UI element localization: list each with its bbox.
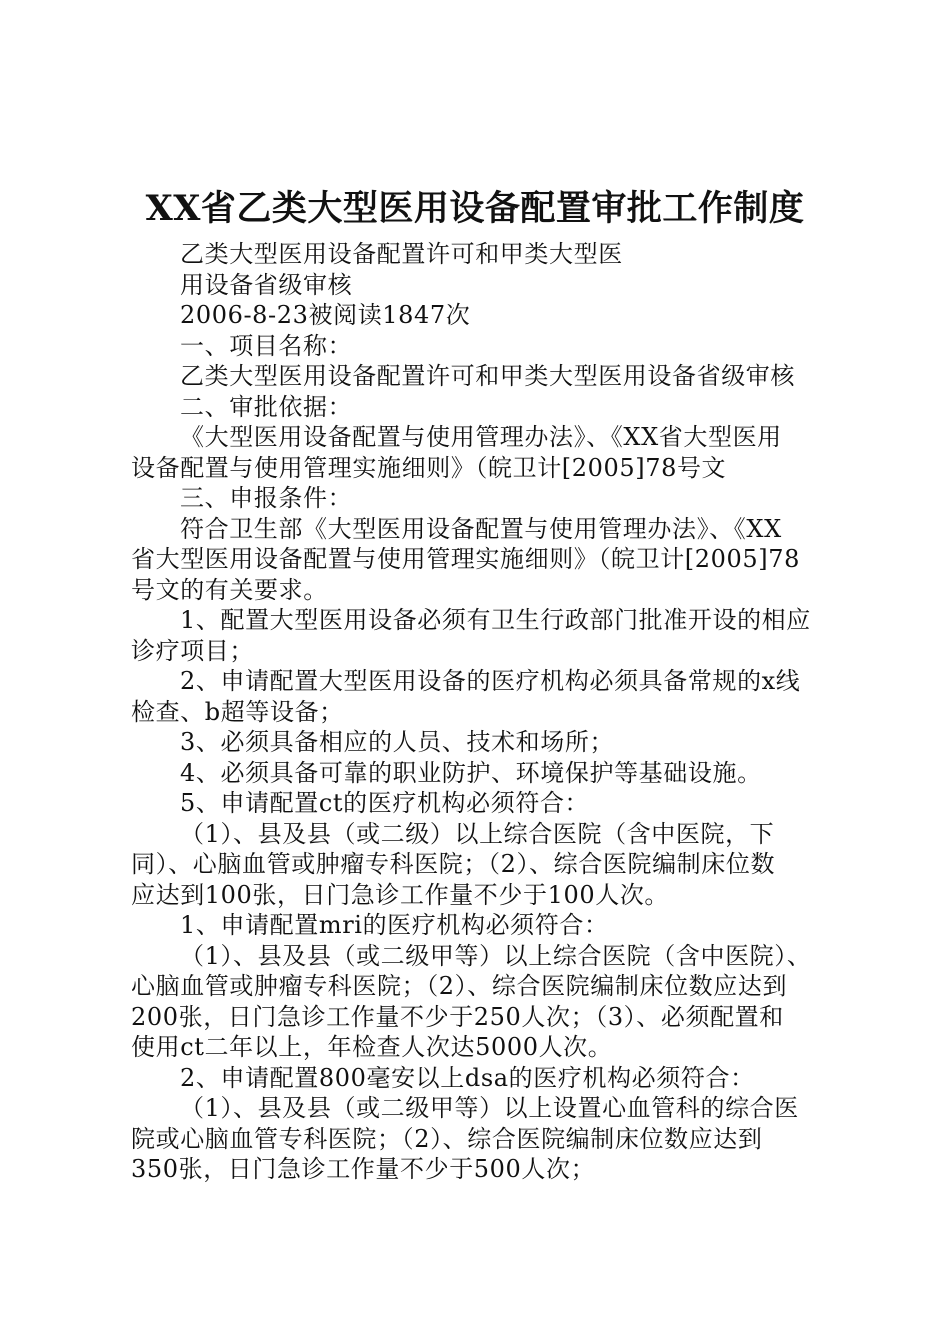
text-line: 诊疗项目； — [131, 637, 254, 665]
text-line: 院或心脑血管专科医院；（2）、综合医院编制床位数应达到 — [131, 1125, 763, 1153]
list-item: 1、配置大型医用设备必须有卫生行政部门批准开设的相应 — [180, 606, 811, 634]
text-line: 设备配置与使用管理实施细则》（皖卫计[2005]78号文 — [131, 454, 727, 482]
list-item: 1、申请配置mri的医疗机构必须符合： — [180, 911, 609, 939]
list-item: 4、必须具备可靠的职业防护、环境保护等基础设施。 — [180, 759, 762, 787]
text-line: （1）、县及县（或二级甲等）以上综合医院（含中医院）、 — [180, 942, 812, 970]
text-line: （1）、县及县（或二级甲等）以上设置心血管科的综合医 — [180, 1094, 799, 1122]
text-line: （1）、县及县（或二级）以上综合医院（含中医院，下 — [180, 820, 775, 848]
text-line: 《大型医用设备配置与使用管理办法》、《XX省大型医用 — [180, 423, 782, 451]
text-line: 同）、心脑血管或肿瘤专科医院；（2）、综合医院编制床位数 — [131, 850, 776, 878]
list-item: 2、申请配置800毫安以上dsa的医疗机构必须符合： — [180, 1064, 755, 1092]
text-line: 心脑血管或肿瘤专科医院；（2）、综合医院编制床位数应达到 — [131, 972, 788, 1000]
section-heading: 三、申报条件： — [180, 484, 353, 512]
text-line: 350张，日门急诊工作量不少于500人次； — [131, 1155, 596, 1183]
list-item: 3、必须具备相应的人员、技术和场所； — [180, 728, 615, 756]
text-line: 乙类大型医用设备配置许可和甲类大型医 — [180, 240, 623, 268]
list-item: 2、申请配置大型医用设备的医疗机构必须具备常规的x线 — [180, 667, 801, 695]
list-item: 5、申请配置ct的医疗机构必须符合： — [180, 789, 590, 817]
section-heading: 一、项目名称： — [180, 332, 353, 360]
document-title: XX省乙类大型医用设备配置审批工作制度 — [145, 188, 805, 229]
text-line: 省大型医用设备配置与使用管理实施细则》（皖卫计[2005]78 — [131, 545, 800, 573]
text-line: 乙类大型医用设备配置许可和甲类大型医用设备省级审核 — [180, 362, 795, 390]
text-line: 号文的有关要求。 — [131, 576, 328, 604]
text-line: 用设备省级审核 — [180, 271, 353, 299]
text-line: 符合卫生部《大型医用设备配置与使用管理办法》、《XX — [180, 515, 782, 543]
text-line: 应达到100张，日门急诊工作量不少于100人次。 — [131, 881, 670, 909]
text-line: 使用ct二年以上，年检查人次达5000人次。 — [131, 1033, 613, 1061]
text-line: 2006-8-23被阅读1847次 — [180, 301, 471, 329]
section-heading: 二、审批依据： — [180, 393, 353, 421]
text-line: 200张，日门急诊工作量不少于250人次；（3）、必须配置和 — [131, 1003, 784, 1031]
text-line: 检查、b超等设备； — [131, 698, 344, 726]
